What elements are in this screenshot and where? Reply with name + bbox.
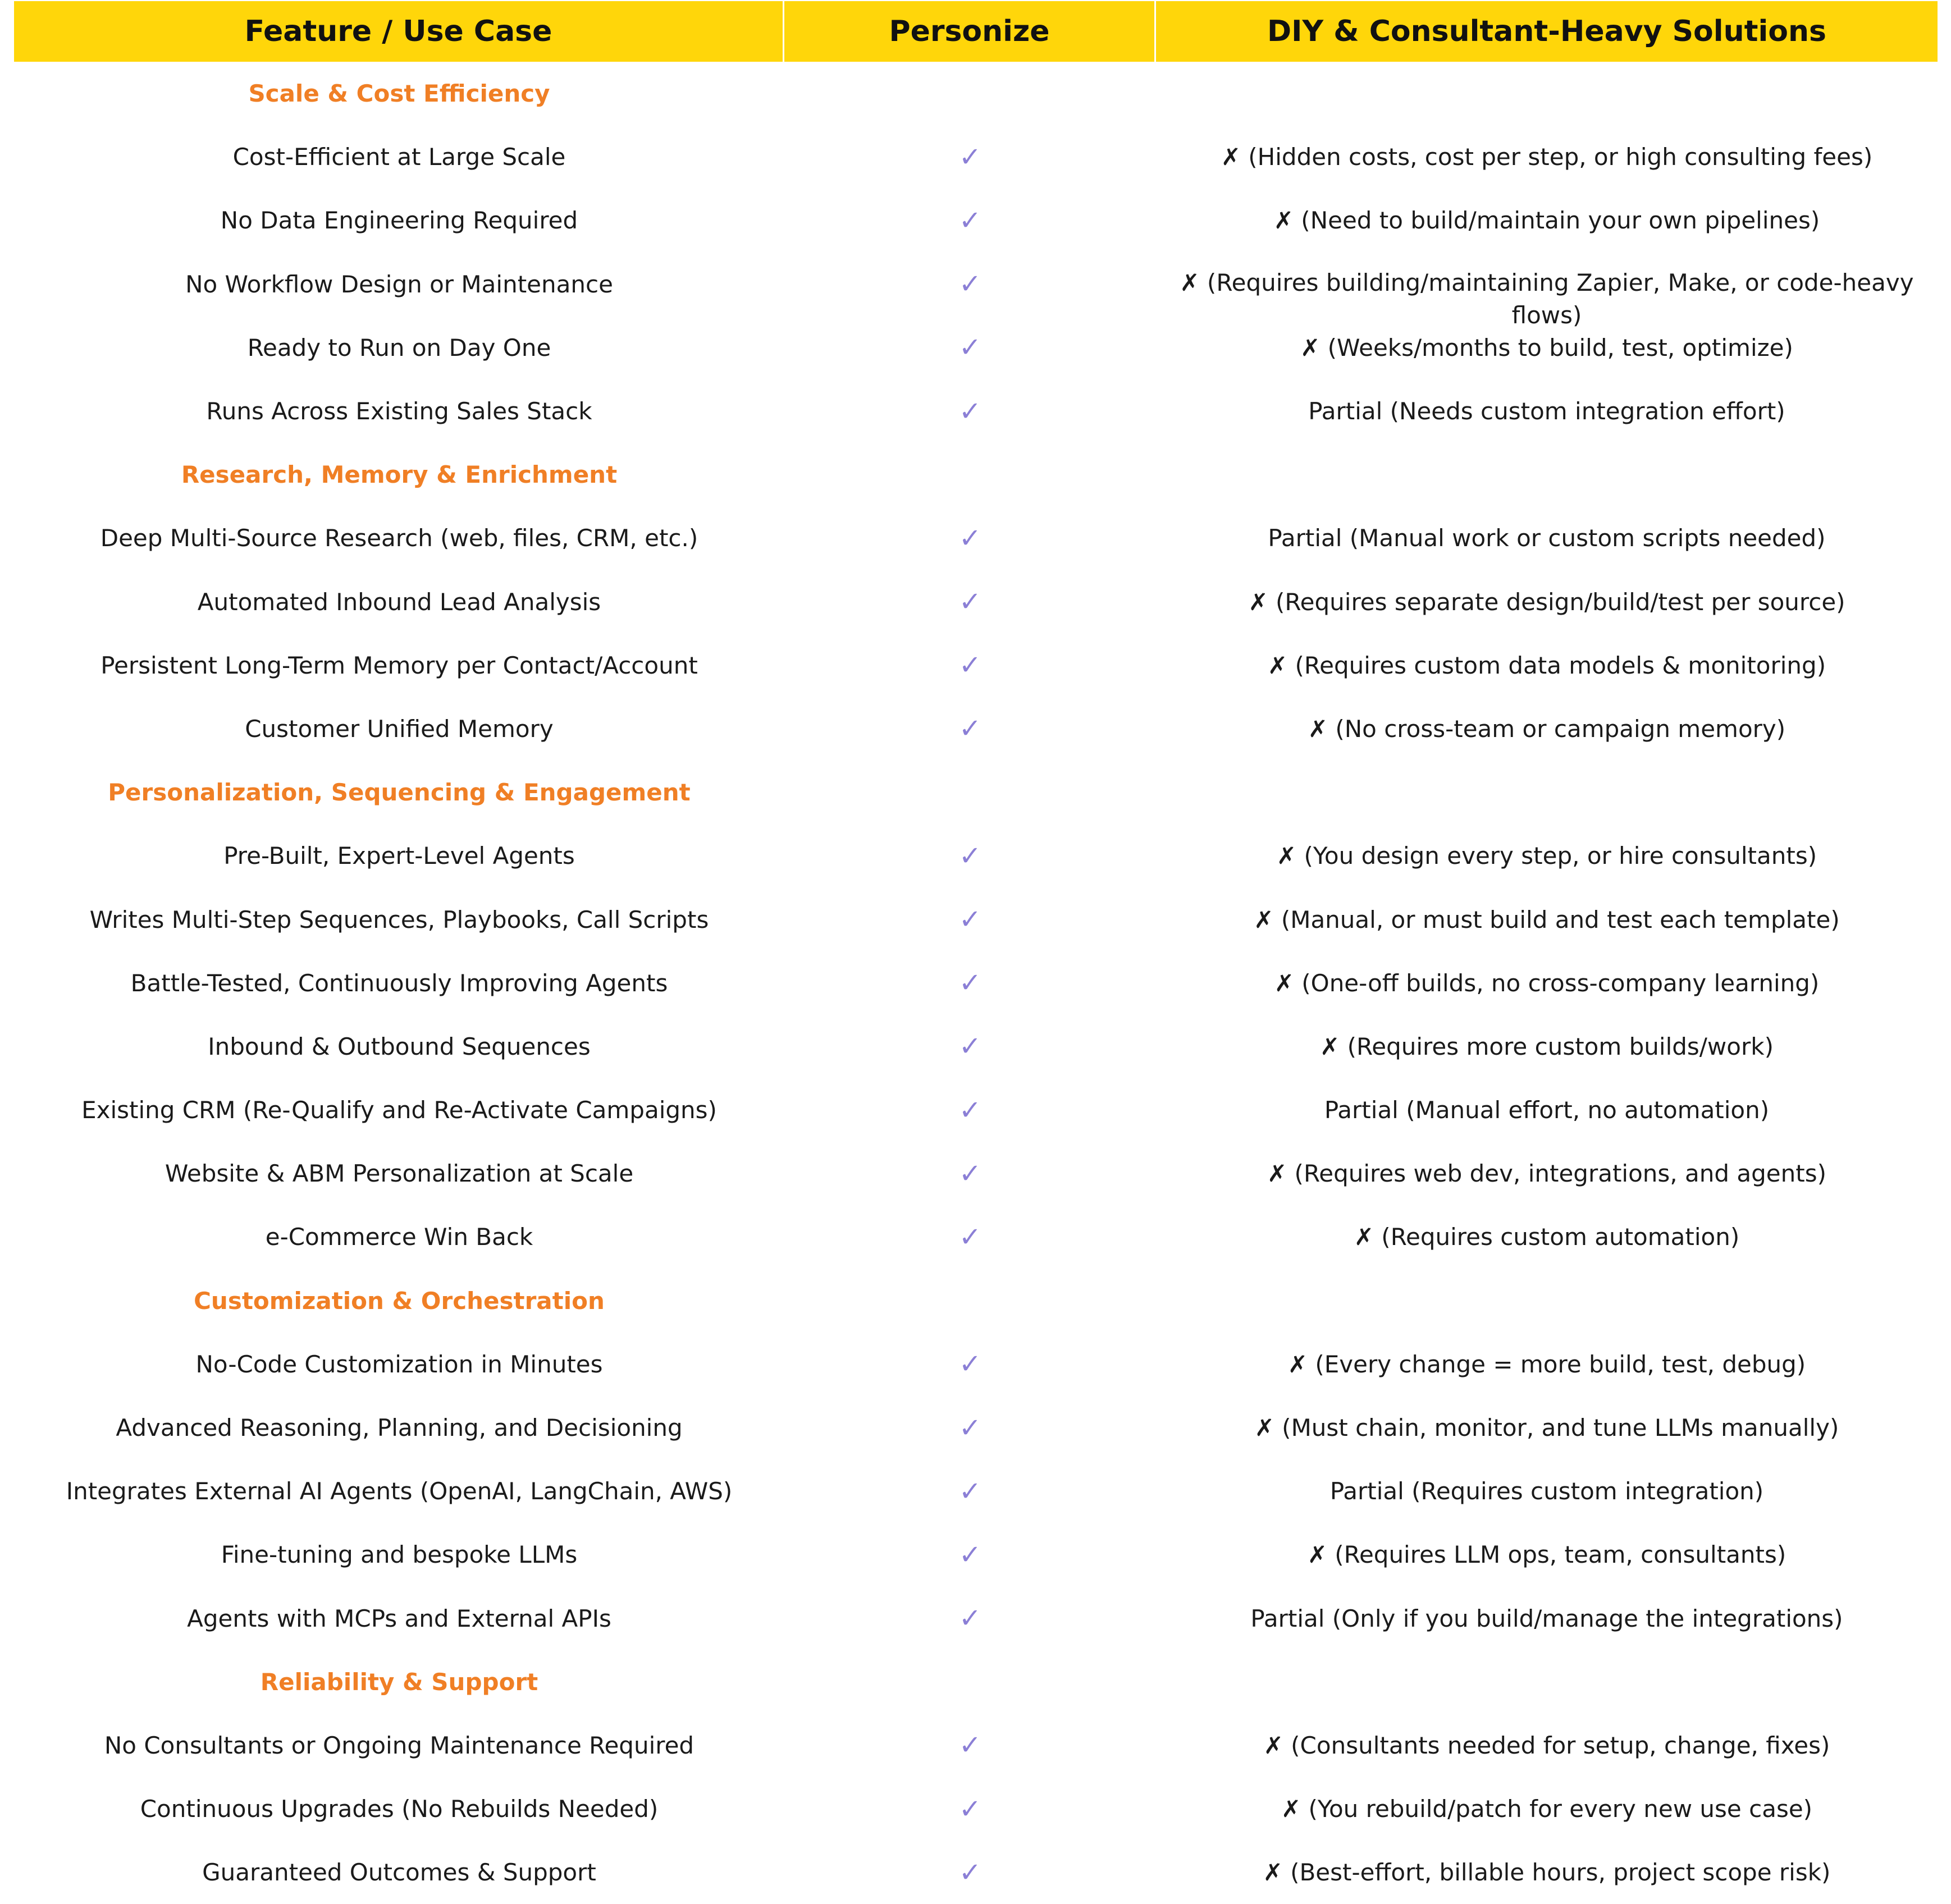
feature-cell: Writes Multi-Step Sequences, Playbooks, Call Scripts xyxy=(89,905,709,933)
section-title: Scale & Cost Efficiency xyxy=(248,80,550,108)
checkmark-icon: ✓ xyxy=(958,1793,982,1825)
checkmark-icon: ✓ xyxy=(958,840,982,872)
checkmark-icon: ✓ xyxy=(958,1031,982,1063)
diy-cell: Partial (Needs custom integration effort) xyxy=(1308,397,1785,425)
checkmark-icon: ✓ xyxy=(958,713,982,745)
section-row xyxy=(14,1269,1938,1333)
table-row xyxy=(14,316,1938,379)
diy-cell: ✗ (Manual, or must build and test each template) xyxy=(1254,905,1840,933)
table-row xyxy=(14,1396,1938,1459)
personize-cell xyxy=(784,253,1156,316)
personize-cell xyxy=(784,697,1156,761)
diy-cell: Partial (Only if you build/manage the integrations) xyxy=(1250,1604,1843,1632)
personize-cell xyxy=(784,1714,1156,1777)
personize-cell xyxy=(784,824,1156,887)
diy-text: ✗ (Requires building/maintaining Zapier, Make, or code-heavy flows) xyxy=(1180,269,1914,329)
section-row xyxy=(14,761,1938,824)
personize-cell xyxy=(784,887,1156,951)
feature-cell: Fine-tuning and bespoke LLMs xyxy=(221,1541,578,1569)
feature-cell: Integrates External AI Agents (OpenAI, LangChain, AWS) xyxy=(66,1477,733,1505)
personize-cell xyxy=(784,1142,1156,1205)
checkmark-icon: ✓ xyxy=(958,268,982,300)
table-row xyxy=(14,1078,1938,1142)
table-row xyxy=(14,1333,1938,1396)
personize-cell xyxy=(784,379,1156,443)
diy-cell: Partial (Manual work or custom scripts needed) xyxy=(1268,524,1826,552)
feature-cell: Website & ABM Personalization at Scale xyxy=(165,1160,634,1188)
checkmark-icon: ✓ xyxy=(958,649,982,681)
empty-cell xyxy=(784,1650,1156,1714)
empty-cell xyxy=(784,443,1156,506)
diy-cell: ✗ (Requires custom data models & monitoring) xyxy=(1267,651,1826,679)
personize-cell xyxy=(784,1841,1156,1904)
table-row xyxy=(14,1523,1938,1586)
feature-cell: Existing CRM (Re-Qualify and Re-Activate Campaigns) xyxy=(81,1096,717,1124)
personize-cell xyxy=(784,1523,1156,1586)
checkmark-icon: ✓ xyxy=(958,1157,982,1189)
personize-cell xyxy=(784,634,1156,697)
empty-cell xyxy=(1156,1650,1938,1714)
comparison-table xyxy=(14,1,1938,1904)
diy-cell: ✗ (Weeks/months to build, test, optimize) xyxy=(1300,333,1793,361)
table-header xyxy=(14,1,1938,62)
table-row xyxy=(14,697,1938,761)
empty-cell xyxy=(1156,62,1938,125)
diy-cell: ✗ (Consultants needed for setup, change, fixes) xyxy=(1263,1731,1830,1759)
checkmark-icon: ✓ xyxy=(958,1221,982,1253)
table-row xyxy=(14,1841,1938,1904)
feature-cell: No Data Engineering Required xyxy=(220,207,578,235)
feature-cell: Guaranteed Outcomes & Support xyxy=(202,1859,596,1887)
section-row xyxy=(14,1650,1938,1714)
table-row xyxy=(14,951,1938,1015)
checkmark-icon: ✓ xyxy=(958,141,982,173)
personize-cell xyxy=(784,570,1156,634)
table-row xyxy=(14,1015,1938,1078)
table-row xyxy=(14,570,1938,634)
feature-cell: Inbound & Outbound Sequences xyxy=(208,1032,591,1060)
personize-cell xyxy=(784,316,1156,379)
empty-cell xyxy=(784,1269,1156,1333)
table-row xyxy=(14,824,1938,887)
checkmark-icon: ✓ xyxy=(958,1856,982,1888)
checkmark-icon: ✓ xyxy=(958,1348,982,1380)
diy-cell: ✗ (Every change = more build, test, debug) xyxy=(1287,1350,1806,1378)
section-title: Customization & Orchestration xyxy=(194,1287,605,1315)
personize-cell xyxy=(784,189,1156,252)
checkmark-icon: ✓ xyxy=(958,586,982,618)
section-title: Research, Memory & Enrichment xyxy=(181,461,618,489)
feature-cell: Persistent Long-Term Memory per Contact/Account xyxy=(100,651,698,679)
empty-cell xyxy=(784,62,1156,125)
personize-cell xyxy=(784,951,1156,1015)
diy-cell: ✗ (One-off builds, no cross-company learning) xyxy=(1274,969,1820,997)
personize-cell xyxy=(784,1078,1156,1142)
header-feature: Feature / Use Case xyxy=(14,1,784,62)
feature-cell: Deep Multi-Source Research (web, files, CRM, etc.) xyxy=(100,524,698,552)
diy-cell: ✗ (Best-effort, billable hours, project scope risk) xyxy=(1263,1859,1831,1887)
diy-cell: ✗ (Requires separate design/build/test per source) xyxy=(1248,588,1845,616)
diy-cell: ✗ (Requires LLM ops, team, consultants) xyxy=(1307,1541,1786,1569)
table-body xyxy=(14,62,1938,1904)
checkmark-icon: ✓ xyxy=(958,332,982,364)
table-row xyxy=(14,1205,1938,1269)
diy-cell: ✗ (Requires more custom builds/work) xyxy=(1320,1032,1774,1060)
table-row xyxy=(14,125,1938,189)
table-row xyxy=(14,506,1938,570)
checkmark-icon: ✓ xyxy=(958,1539,982,1571)
diy-cell: Partial (Requires custom integration) xyxy=(1329,1477,1764,1505)
section-title: Personalization, Sequencing & Engagement xyxy=(108,779,691,807)
diy-cell: ✗ (Requires web dev, integrations, and agents) xyxy=(1267,1160,1826,1188)
personize-cell xyxy=(784,1459,1156,1523)
table-row xyxy=(14,253,1938,329)
section-row xyxy=(14,62,1938,125)
personize-cell xyxy=(784,1015,1156,1078)
table-row xyxy=(14,634,1938,697)
diy-cell: ✗ (Hidden costs, cost per step, or high consulting fees) xyxy=(1221,143,1873,171)
empty-cell xyxy=(1156,1269,1938,1333)
personize-cell xyxy=(784,1777,1156,1841)
table-row xyxy=(14,189,1938,252)
feature-cell: Runs Across Existing Sales Stack xyxy=(206,397,592,425)
section-title: Reliability & Support xyxy=(260,1668,538,1696)
feature-cell: No Consultants or Ongoing Maintenance Required xyxy=(104,1731,694,1759)
diy-cell: Partial (Manual effort, no automation) xyxy=(1324,1096,1770,1124)
feature-cell: Pre-Built, Expert-Level Agents xyxy=(223,842,575,870)
header-personize: Personize xyxy=(784,1,1156,62)
empty-cell xyxy=(1156,761,1938,824)
section-row xyxy=(14,443,1938,506)
diy-cell: ✗ (No cross-team or campaign memory) xyxy=(1308,715,1786,743)
feature-cell: Automated Inbound Lead Analysis xyxy=(197,588,601,616)
personize-cell xyxy=(784,1396,1156,1459)
feature-cell: Continuous Upgrades (No Rebuilds Needed) xyxy=(140,1795,659,1823)
table-row xyxy=(14,1777,1938,1841)
checkmark-icon: ✓ xyxy=(958,1603,982,1635)
diy-cell xyxy=(1156,253,1938,329)
feature-cell: Customer Unified Memory xyxy=(245,715,554,743)
checkmark-icon: ✓ xyxy=(958,904,982,936)
diy-cell: ✗ (You design every step, or hire consultants) xyxy=(1276,842,1817,870)
checkmark-icon: ✓ xyxy=(958,204,982,236)
feature-cell: No Workflow Design or Maintenance xyxy=(185,270,613,298)
table-row xyxy=(14,379,1938,443)
feature-cell: e-Commerce Win Back xyxy=(265,1223,533,1251)
table-row xyxy=(14,1459,1938,1523)
header-diy: DIY & Consultant-Heavy Solutions xyxy=(1267,15,1826,48)
feature-cell: Agents with MCPs and External APIs xyxy=(187,1604,611,1632)
diy-cell: ✗ (Must chain, monitor, and tune LLMs manually) xyxy=(1254,1414,1839,1442)
diy-cell: ✗ (Requires custom automation) xyxy=(1354,1223,1740,1251)
empty-cell xyxy=(1156,443,1938,506)
personize-cell xyxy=(784,125,1156,189)
checkmark-icon: ✓ xyxy=(958,967,982,999)
feature-cell: No-Code Customization in Minutes xyxy=(195,1350,603,1378)
table-row xyxy=(14,1714,1938,1777)
personize-cell xyxy=(784,1587,1156,1650)
checkmark-icon: ✓ xyxy=(958,395,982,427)
table-row xyxy=(14,1142,1938,1205)
feature-cell: Advanced Reasoning, Planning, and Decisioning xyxy=(116,1414,683,1442)
checkmark-icon: ✓ xyxy=(958,1094,982,1126)
checkmark-icon: ✓ xyxy=(958,1412,982,1444)
personize-cell xyxy=(784,1205,1156,1269)
personize-cell xyxy=(784,1333,1156,1396)
table-row xyxy=(14,1587,1938,1650)
diy-cell: ✗ (Need to build/maintain your own pipelines) xyxy=(1273,207,1820,235)
checkmark-icon: ✓ xyxy=(958,1729,982,1761)
diy-cell: ✗ (You rebuild/patch for every new use case) xyxy=(1281,1795,1813,1823)
feature-cell: Battle-Tested, Continuously Improving Agents xyxy=(130,969,668,997)
checkmark-icon: ✓ xyxy=(958,1475,982,1507)
table-row xyxy=(14,887,1938,951)
feature-cell: Ready to Run on Day One xyxy=(247,333,551,361)
feature-cell: Cost-Efficient at Large Scale xyxy=(232,143,566,171)
checkmark-icon: ✓ xyxy=(958,522,982,554)
empty-cell xyxy=(784,761,1156,824)
personize-cell xyxy=(784,506,1156,570)
